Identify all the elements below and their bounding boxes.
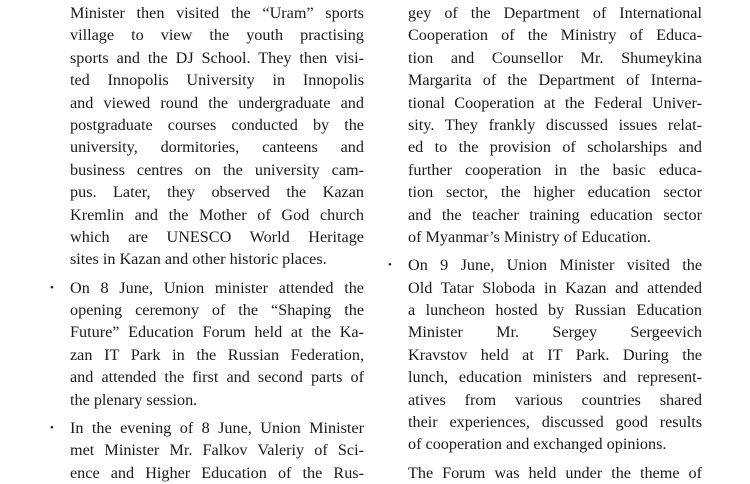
- text-line: met Minister Mr. Falkov Valeriy of Sci-: [70, 441, 364, 460]
- text-line: Minister Mr. Sergey Sergeevich: [408, 323, 702, 342]
- text-line: sity. They frankly discussed issues relat-: [408, 115, 702, 134]
- text-line: Minister then visited the “Uram” sports: [70, 4, 364, 22]
- text-line: tional Cooperation at the Federal Univer-: [408, 93, 702, 112]
- bullet-marker: •: [388, 259, 392, 272]
- left-column: [50, 0, 364, 484]
- text-line: Old Tatar Sloboda in Kazan and attended: [408, 278, 702, 297]
- text-line: village to view the youth practising: [70, 26, 364, 45]
- text-line: sites in Kazan and other historic places.: [70, 250, 327, 269]
- text-line: a luncheon hosted by Russian Education: [408, 301, 702, 320]
- continued-paragraph: [50, 2, 364, 271]
- text-line: lunch, education ministers and represent-: [408, 368, 702, 387]
- text-line: ence and Higher Education of the Rus-: [70, 463, 364, 482]
- text-line: tion sector, the higher education sector: [408, 183, 702, 202]
- text-line: opening ceremony of the “Shaping the: [70, 301, 364, 320]
- continued-paragraph: [388, 2, 702, 248]
- bullet-marker: •: [50, 422, 54, 435]
- text-line: of cooperation and exchanged opinions.: [408, 435, 667, 454]
- text-line: Future” Education Forum held at the Ka-: [70, 323, 364, 342]
- text-line: and the teacher training education sector: [408, 205, 702, 224]
- text-line: their experiences, discussed good results: [408, 413, 702, 432]
- bullet-marker: •: [50, 281, 54, 294]
- text-line: and viewed round the undergraduate and: [70, 93, 364, 112]
- text-line: gey of the Department of International: [408, 4, 702, 22]
- text-line: On 8 June, Union minister attended the: [70, 278, 364, 297]
- text-line: ed to the provision of scholarships and: [408, 138, 702, 157]
- text-line: postgraduate courses conducted by the: [70, 115, 364, 134]
- text-line: Cooperation of the Ministry of Educa-: [408, 26, 702, 45]
- text-line: sports and the DJ School. They then visi-: [70, 48, 364, 67]
- text-line: business centres on the university cam-: [70, 160, 364, 179]
- text-line: On 9 June, Union Minister visited the: [408, 256, 702, 275]
- text-line: which are UNESCO World Heritage: [70, 227, 364, 246]
- trailing-paragraph: [388, 462, 702, 484]
- text-line: Kravstov held at IT Park. During the: [408, 345, 702, 364]
- text-line: university, dormitories, canteens and: [70, 138, 364, 157]
- bullet-item: [388, 254, 702, 456]
- text-line: further cooperation in the basic educa-: [408, 160, 702, 179]
- text-line: Kremlin and the Mother of God church: [70, 205, 364, 224]
- right-column: [388, 0, 702, 484]
- text-line: ted Innopolis University in Innopolis: [70, 71, 364, 90]
- bullet-item: [50, 417, 364, 484]
- text-line: pus. Later, they observed the Kazan: [70, 183, 364, 202]
- bullet-item: [50, 277, 364, 411]
- text-line: of Myanmar’s Ministry of Education.: [408, 227, 651, 246]
- text-line: Margarita of the Department of Interna-: [408, 71, 702, 90]
- text-line: In the evening of 8 June, Union Minister: [70, 419, 364, 438]
- text-line: and attended the first and second parts of: [70, 368, 364, 387]
- text-line: The Forum was held under the theme of: [408, 463, 702, 482]
- text-line: tion and Counsellor Mr. Shumeykina: [408, 48, 702, 67]
- text-line: the plenary session.: [70, 390, 198, 409]
- text-line: atives from various countries shared: [408, 390, 702, 409]
- text-line: zan IT Park in the Russian Federation,: [70, 345, 364, 364]
